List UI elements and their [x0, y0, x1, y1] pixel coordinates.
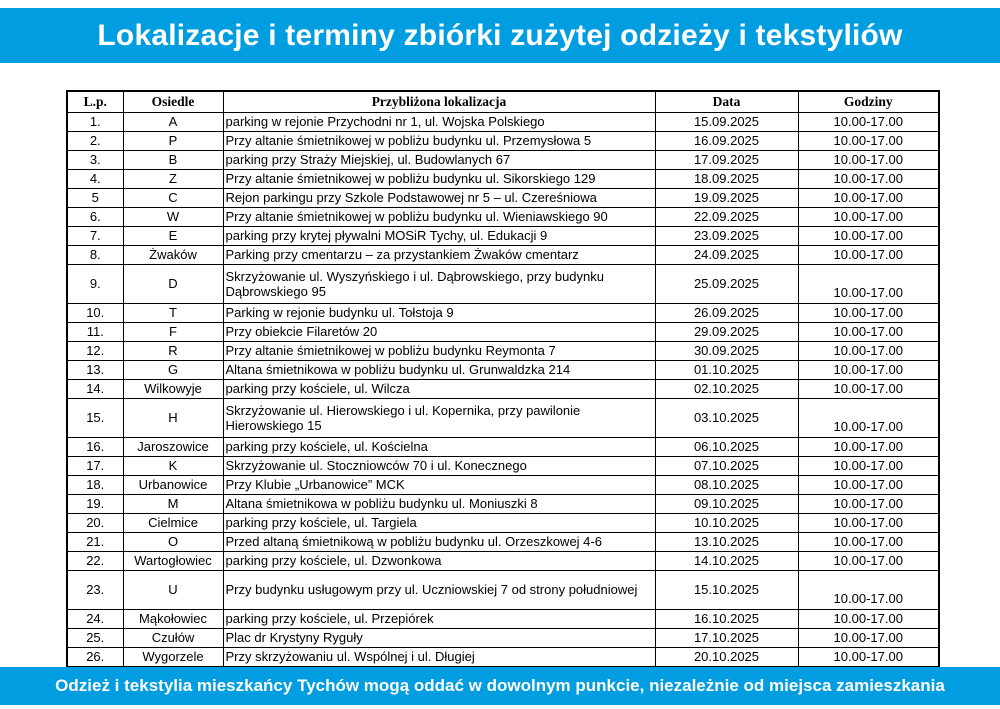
- table-row: [67, 629, 939, 648]
- district-cell: D: [123, 265, 223, 304]
- hours-cell: 10.00-17.00: [798, 342, 939, 361]
- footer-note: Odzież i tekstylia mieszkańcy Tychów mogą oddać w dowolnym punkcie, niezależnie od miejsca zamieszkania: [55, 676, 945, 695]
- row-number-cell: 2.: [67, 132, 123, 151]
- hours-cell: 10.00-17.00: [798, 361, 939, 380]
- row-number-cell: 4.: [67, 170, 123, 189]
- row-number-cell: 20.: [67, 514, 123, 533]
- district-cell: Wilkowyje: [123, 380, 223, 399]
- district-cell: B: [123, 151, 223, 170]
- date-cell: 10.10.2025: [655, 514, 798, 533]
- location-cell: Przy altanie śmietnikowej w pobliżu budynku ul. Przemysłowa 5: [223, 132, 655, 151]
- table-header: [67, 91, 939, 113]
- date-cell: 14.10.2025: [655, 552, 798, 571]
- table-row: [67, 552, 939, 571]
- location-cell: parking przy Straży Miejskiej, ul. Budowlanych 67: [223, 151, 655, 170]
- hours-cell: 10.00-17.00: [798, 648, 939, 667]
- footer-banner: [0, 667, 1000, 705]
- table-row: [67, 533, 939, 552]
- hours-cell: 10.00-17.00: [798, 629, 939, 648]
- location-cell: parking przy kościele, ul. Kościelna: [223, 438, 655, 457]
- hours-cell: 10.00-17.00: [798, 571, 939, 610]
- district-cell: O: [123, 533, 223, 552]
- district-cell: Z: [123, 170, 223, 189]
- district-cell: Wygorzele: [123, 648, 223, 667]
- district-cell: Cielmice: [123, 514, 223, 533]
- location-cell: Rejon parkingu przy Szkole Podstawowej nr 5 – ul. Czereśniowa: [223, 189, 655, 208]
- district-cell: C: [123, 189, 223, 208]
- date-cell: 06.10.2025: [655, 438, 798, 457]
- row-number-cell: 5: [67, 189, 123, 208]
- row-number-cell: 7.: [67, 227, 123, 246]
- row-number-cell: 16.: [67, 438, 123, 457]
- hours-cell: 10.00-17.00: [798, 323, 939, 342]
- header-data: Data: [655, 91, 798, 113]
- title-banner: [0, 8, 1000, 63]
- hours-cell: 10.00-17.00: [798, 514, 939, 533]
- hours-cell: 10.00-17.00: [798, 227, 939, 246]
- district-cell: W: [123, 208, 223, 227]
- location-cell: parking przy krytej pływalni MOSiR Tychy, ul. Edukacji 9: [223, 227, 655, 246]
- row-number-cell: 24.: [67, 610, 123, 629]
- table-row: [67, 610, 939, 629]
- date-cell: 26.09.2025: [655, 304, 798, 323]
- table-row: [67, 151, 939, 170]
- location-cell: Altana śmietnikowa w pobliżu budynku ul. Grunwaldzka 214: [223, 361, 655, 380]
- row-number-cell: 8.: [67, 246, 123, 265]
- district-cell: R: [123, 342, 223, 361]
- hours-cell: 10.00-17.00: [798, 246, 939, 265]
- location-cell: Parking w rejonie budynku ul. Tołstoja 9: [223, 304, 655, 323]
- table-row: [67, 361, 939, 380]
- table-row: [67, 380, 939, 399]
- date-cell: 15.09.2025: [655, 113, 798, 132]
- hours-cell: 10.00-17.00: [798, 304, 939, 323]
- hours-cell: 10.00-17.00: [798, 495, 939, 514]
- table-row: [67, 132, 939, 151]
- hours-cell: 10.00-17.00: [798, 189, 939, 208]
- row-number-cell: 9.: [67, 265, 123, 304]
- table-row: [67, 648, 939, 667]
- hours-cell: 10.00-17.00: [798, 113, 939, 132]
- district-cell: G: [123, 361, 223, 380]
- row-number-cell: 23.: [67, 571, 123, 610]
- table-row: [67, 265, 939, 304]
- date-cell: 07.10.2025: [655, 457, 798, 476]
- district-cell: Żwaków: [123, 246, 223, 265]
- hours-cell: 10.00-17.00: [798, 552, 939, 571]
- table-row: [67, 246, 939, 265]
- table-row: [67, 189, 939, 208]
- row-number-cell: 15.: [67, 399, 123, 438]
- date-cell: 19.09.2025: [655, 189, 798, 208]
- location-cell: Przed altaną śmietnikową w pobliżu budynku ul. Orzeszkowej 4-6: [223, 533, 655, 552]
- header-godziny: Godziny: [798, 91, 939, 113]
- row-number-cell: 11.: [67, 323, 123, 342]
- district-cell: U: [123, 571, 223, 610]
- table-row: [67, 476, 939, 495]
- row-number-cell: 12.: [67, 342, 123, 361]
- hours-cell: 10.00-17.00: [798, 132, 939, 151]
- row-number-cell: 14.: [67, 380, 123, 399]
- date-cell: 22.09.2025: [655, 208, 798, 227]
- district-cell: P: [123, 132, 223, 151]
- location-cell: Skrzyżowanie ul. Stoczniowców 70 i ul. Konecznego: [223, 457, 655, 476]
- location-cell: Plac dr Krystyny Ryguły: [223, 629, 655, 648]
- date-cell: 01.10.2025: [655, 361, 798, 380]
- date-cell: 30.09.2025: [655, 342, 798, 361]
- location-cell: parking w rejonie Przychodni nr 1, ul. Wojska Polskiego: [223, 113, 655, 132]
- date-cell: 03.10.2025: [655, 399, 798, 438]
- location-cell: parking przy kościele, ul. Dzwonkowa: [223, 552, 655, 571]
- district-cell: A: [123, 113, 223, 132]
- district-cell: Mąkołowiec: [123, 610, 223, 629]
- location-cell: Przy skrzyżowaniu ul. Wspólnej i ul. Długiej: [223, 648, 655, 667]
- location-cell: Przy Klubie „Urbanowice” MCK: [223, 476, 655, 495]
- location-cell: Przy altanie śmietnikowej w pobliżu budynku Reymonta 7: [223, 342, 655, 361]
- date-cell: 25.09.2025: [655, 265, 798, 304]
- hours-cell: 10.00-17.00: [798, 170, 939, 189]
- date-cell: 24.09.2025: [655, 246, 798, 265]
- row-number-cell: 6.: [67, 208, 123, 227]
- location-cell: Skrzyżowanie ul. Hierowskiego i ul. Kopernika, przy pawilonie Hierowskiego 15: [223, 399, 655, 438]
- district-cell: Jaroszowice: [123, 438, 223, 457]
- hours-cell: 10.00-17.00: [798, 151, 939, 170]
- location-cell: Altana śmietnikowa w pobliżu budynku ul. Moniuszki 8: [223, 495, 655, 514]
- date-cell: 08.10.2025: [655, 476, 798, 495]
- district-cell: E: [123, 227, 223, 246]
- row-number-cell: 10.: [67, 304, 123, 323]
- date-cell: 02.10.2025: [655, 380, 798, 399]
- table-row: [67, 227, 939, 246]
- hours-cell: 10.00-17.00: [798, 399, 939, 438]
- district-cell: Urbanowice: [123, 476, 223, 495]
- row-number-cell: 1.: [67, 113, 123, 132]
- table-row: [67, 399, 939, 438]
- table-row: [67, 514, 939, 533]
- district-cell: T: [123, 304, 223, 323]
- date-cell: 29.09.2025: [655, 323, 798, 342]
- table-row: [67, 457, 939, 476]
- date-cell: 18.09.2025: [655, 170, 798, 189]
- hours-cell: 10.00-17.00: [798, 457, 939, 476]
- header-lp: L.p.: [67, 91, 123, 113]
- row-number-cell: 3.: [67, 151, 123, 170]
- hours-cell: 10.00-17.00: [798, 476, 939, 495]
- hours-cell: 10.00-17.00: [798, 610, 939, 629]
- row-number-cell: 22.: [67, 552, 123, 571]
- date-cell: 20.10.2025: [655, 648, 798, 667]
- location-cell: Przy altanie śmietnikowej w pobliżu budynku ul. Sikorskiego 129: [223, 170, 655, 189]
- table-row: [67, 113, 939, 132]
- hours-cell: 10.00-17.00: [798, 380, 939, 399]
- date-cell: 13.10.2025: [655, 533, 798, 552]
- location-cell: Przy obiekcie Filaretów 20: [223, 323, 655, 342]
- location-cell: Przy altanie śmietnikowej w pobliżu budynku ul. Wieniawskiego 90: [223, 208, 655, 227]
- hours-cell: 10.00-17.00: [798, 533, 939, 552]
- district-cell: K: [123, 457, 223, 476]
- date-cell: 15.10.2025: [655, 571, 798, 610]
- district-cell: F: [123, 323, 223, 342]
- row-number-cell: 21.: [67, 533, 123, 552]
- table-row: [67, 170, 939, 189]
- date-cell: 23.09.2025: [655, 227, 798, 246]
- row-number-cell: 18.: [67, 476, 123, 495]
- table-row: [67, 495, 939, 514]
- district-cell: M: [123, 495, 223, 514]
- table-row: [67, 208, 939, 227]
- location-cell: parking przy kościele, ul. Targiela: [223, 514, 655, 533]
- date-cell: 16.09.2025: [655, 132, 798, 151]
- date-cell: 17.09.2025: [655, 151, 798, 170]
- header-osiedle: Osiedle: [123, 91, 223, 113]
- table-body: [67, 113, 939, 667]
- collection-schedule-table: [66, 90, 940, 668]
- hours-cell: 10.00-17.00: [798, 208, 939, 227]
- row-number-cell: 25.: [67, 629, 123, 648]
- page-title: Lokalizacje i terminy zbiórki zużytej odzieży i tekstyliów: [97, 18, 903, 52]
- date-cell: 16.10.2025: [655, 610, 798, 629]
- location-cell: Parking przy cmentarzu – za przystankiem Żwaków cmentarz: [223, 246, 655, 265]
- district-cell: Czułów: [123, 629, 223, 648]
- table-row: [67, 323, 939, 342]
- location-cell: parking przy kościele, ul. Przepiórek: [223, 610, 655, 629]
- row-number-cell: 13.: [67, 361, 123, 380]
- table-header-row: [67, 91, 939, 113]
- date-cell: 09.10.2025: [655, 495, 798, 514]
- table-row: [67, 342, 939, 361]
- location-cell: Przy budynku usługowym przy ul. Uczniowskiej 7 od strony południowej: [223, 571, 655, 610]
- table-row: [67, 438, 939, 457]
- row-number-cell: 17.: [67, 457, 123, 476]
- location-cell: Skrzyżowanie ul. Wyszyńskiego i ul. Dąbrowskiego, przy budynku Dąbrowskiego 95: [223, 265, 655, 304]
- table-row: [67, 304, 939, 323]
- district-cell: H: [123, 399, 223, 438]
- hours-cell: 10.00-17.00: [798, 438, 939, 457]
- header-lokalizacja: Przybliżona lokalizacja: [223, 91, 655, 113]
- location-cell: parking przy kościele, ul. Wilcza: [223, 380, 655, 399]
- district-cell: Wartogłowiec: [123, 552, 223, 571]
- table-row: [67, 571, 939, 610]
- hours-cell: 10.00-17.00: [798, 265, 939, 304]
- row-number-cell: 19.: [67, 495, 123, 514]
- row-number-cell: 26.: [67, 648, 123, 667]
- date-cell: 17.10.2025: [655, 629, 798, 648]
